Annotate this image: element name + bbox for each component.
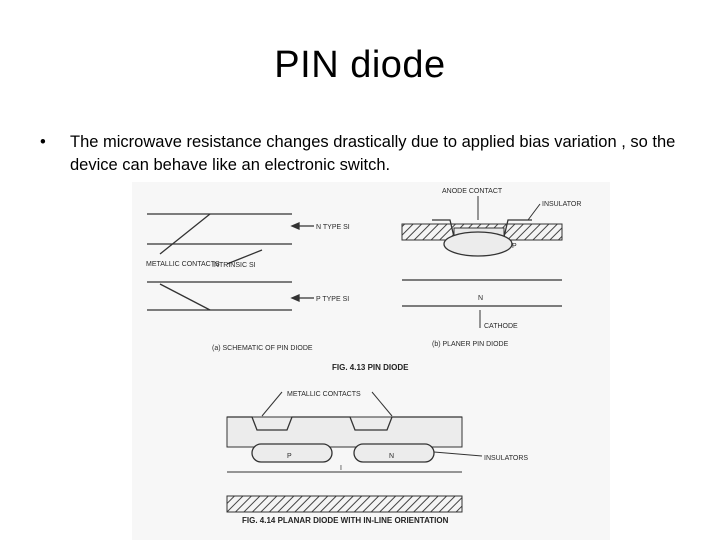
bullet-text: The microwave resistance changes drastically due to applied bias variation , so the device can behave like an electronic switch. (70, 133, 676, 174)
bullet-marker: • (40, 133, 46, 151)
label-p-top: P (512, 243, 517, 250)
pin-diode-figure (132, 182, 610, 540)
label-p-bottom: P (287, 453, 292, 460)
label-insulators: INSULATORS (484, 455, 529, 462)
label-metallic-contacts-bottom: METALLIC CONTACTS (287, 391, 361, 398)
caption-fig-4-13: FIG. 4.13 PIN DIODE (332, 363, 409, 372)
slide-title: PIN diode (274, 44, 446, 86)
label-metallic-contacts-left: METALLIC CONTACTS (146, 261, 220, 268)
label-p-type-si: P TYPE SI (316, 296, 350, 303)
caption-fig-4-14: FIG. 4.14 PLANAR DIODE WITH IN-LINE ORIENTATION (242, 516, 449, 525)
figure-drawing (132, 182, 610, 540)
label-sub-a: (a) SCHEMATIC OF PIN DIODE (212, 345, 313, 352)
label-i-bottom: I (340, 465, 342, 472)
label-n-bottom: N (389, 453, 395, 460)
label-sub-b: (b) PLANER PIN DIODE (432, 341, 509, 348)
label-n-type-si: N TYPE SI (316, 224, 350, 231)
label-cathode: CATHODE (484, 323, 518, 330)
label-n-mid: N (478, 295, 484, 302)
label-intrinsic-si: INTRINSIC SI (212, 262, 256, 269)
label-insulator: INSULATOR (542, 201, 582, 208)
label-anode-contact: ANODE CONTACT (442, 188, 503, 195)
